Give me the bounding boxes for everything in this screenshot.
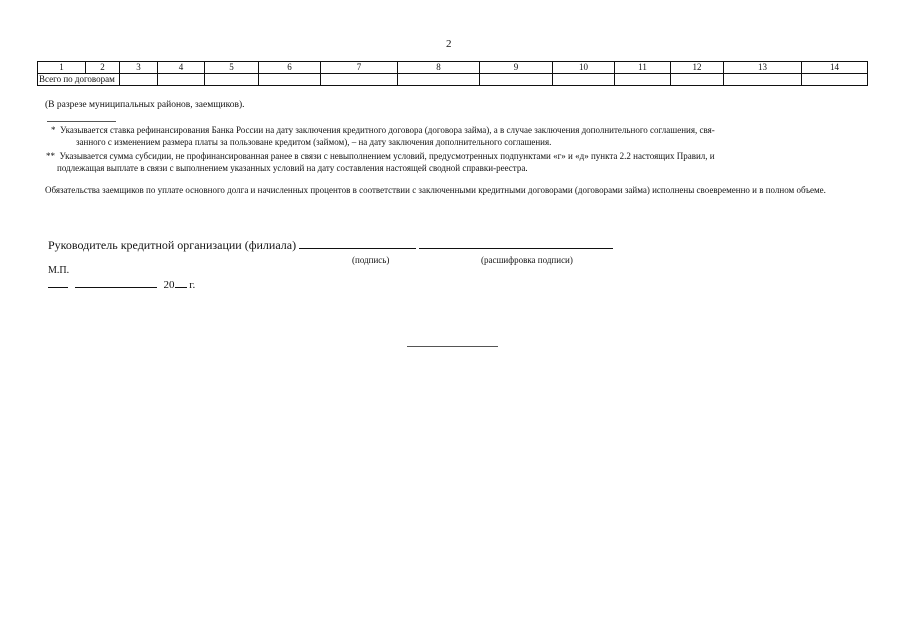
column-number: 7 xyxy=(321,62,398,74)
column-number: 4 xyxy=(158,62,205,74)
total-row xyxy=(38,74,868,86)
table-cell xyxy=(398,74,480,86)
column-number: 8 xyxy=(398,62,480,74)
year-suffix: г. xyxy=(189,279,196,291)
column-number: 2 xyxy=(86,62,120,74)
footnote-1 xyxy=(51,124,858,148)
table-header-row xyxy=(38,62,868,74)
footnote-marker: * xyxy=(51,125,56,135)
column-number: 9 xyxy=(480,62,553,74)
footnote-text: Указывается сумма субсидии, не профинансированная ранее в связи с невыполнением условий, предусмотренных подпунктами «г» и «д» пункта 2.2 настоящих Правил, и xyxy=(59,151,715,161)
column-number: 6 xyxy=(259,62,321,74)
day-blank xyxy=(48,286,68,288)
table-cell xyxy=(615,74,671,86)
column-number: 5 xyxy=(205,62,259,74)
table-cell xyxy=(671,74,724,86)
column-number: 13 xyxy=(724,62,802,74)
column-number: 1 xyxy=(38,62,86,74)
stamp-place: М.П. xyxy=(48,265,70,276)
page-number: 2 xyxy=(446,38,452,50)
footnote-continuation: занного с изменением размера платы за пользоване кредитом (займом), – на дату заключения дополнительного соглашения. xyxy=(76,137,552,147)
column-number: 14 xyxy=(802,62,868,74)
year-prefix: 20 xyxy=(163,279,175,291)
footnote-text: Указывается ставка рефинансирования Банка России на дату заключения кредитного договора (договора займа), а в случае заключения дополнительного соглашения, свя- xyxy=(60,125,715,135)
table-cell xyxy=(205,74,259,86)
year-blank xyxy=(175,286,187,288)
column-number: 3 xyxy=(120,62,158,74)
region-note: (В разрезе муниципальных районов, заемщиков). xyxy=(45,100,245,110)
summary-table xyxy=(37,61,868,86)
table-cell xyxy=(120,74,158,86)
signatory-label: Руководитель кредитной организации (филиала) xyxy=(48,238,297,252)
column-number: 12 xyxy=(671,62,724,74)
signature-line xyxy=(48,238,613,253)
column-number: 11 xyxy=(615,62,671,74)
footnote-2 xyxy=(46,150,858,174)
month-blank xyxy=(75,286,157,288)
total-row-label: Всего по договорам xyxy=(38,74,120,86)
footnote-marker: ** xyxy=(46,151,55,161)
table-cell xyxy=(158,74,205,86)
table-cell xyxy=(480,74,553,86)
end-separator xyxy=(407,346,498,347)
table-cell xyxy=(321,74,398,86)
table-cell xyxy=(802,74,868,86)
footnote-separator xyxy=(47,121,116,122)
signature-decode-caption: (расшифровка подписи) xyxy=(481,255,573,265)
signature-blank xyxy=(299,247,416,249)
table-cell xyxy=(724,74,802,86)
table-cell xyxy=(259,74,321,86)
column-number: 10 xyxy=(553,62,615,74)
signature-caption: (подпись) xyxy=(352,255,390,265)
table-cell xyxy=(553,74,615,86)
obligations-statement: Обязательства заемщиков по уплате основного долга и начисленных процентов в соответствии с заключенными кредитными договорами (договорами займа) исполнены своевременно и в полном объеме. xyxy=(45,185,826,195)
footnote-continuation: подлежащая выплате в связи с выполнением указанных условий на дату составления настоящей сводной справки-реестра. xyxy=(57,163,528,173)
signature-decode-blank xyxy=(419,247,613,249)
date-line xyxy=(48,279,195,291)
